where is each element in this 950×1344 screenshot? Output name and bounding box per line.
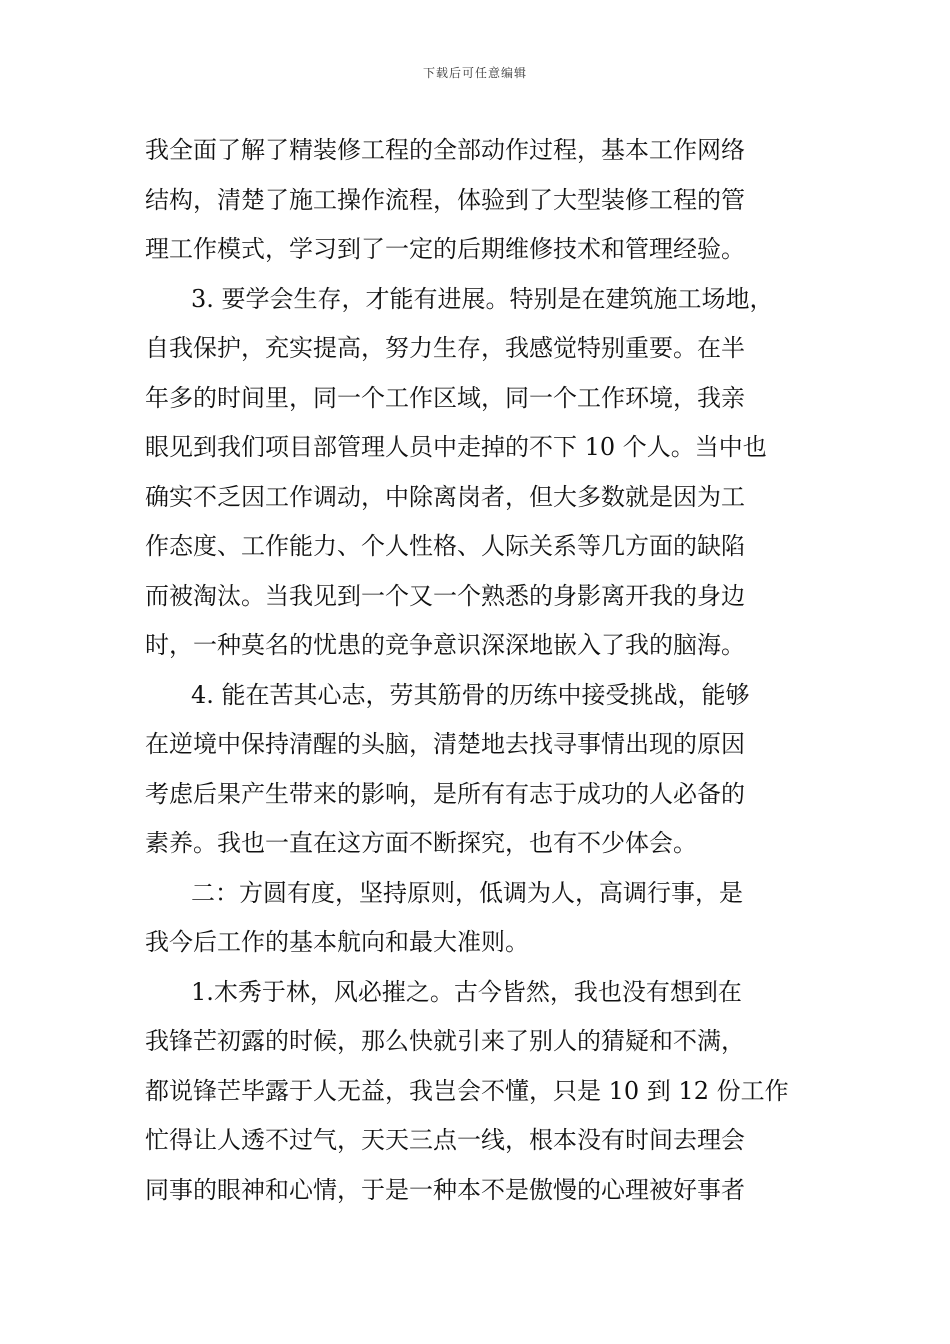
text-line: 忙得让人透不过气，天天三点一线，根本没有时间去理会 bbox=[145, 1126, 745, 1154]
text-line: 我全面了解了精装修工程的全部动作过程，基本工作网络 bbox=[145, 136, 745, 164]
text-line: 我锋芒初露的时候，那么快就引来了别人的猜疑和不满， bbox=[145, 1027, 745, 1055]
text-line: 4. 能在苦其心志，劳其筋骨的历练中接受挑战，能够 bbox=[191, 680, 750, 709]
text-line: 素养。我也一直在这方面不断探究，也有不少体会。 bbox=[145, 829, 697, 857]
text-line: 自我保护，充实提高，努力生存，我感觉特别重要。在半 bbox=[145, 334, 745, 362]
text-line: 确实不乏因工作调动，中除离岗者，但大多数就是因为工 bbox=[145, 482, 745, 511]
text-line: 我今后工作的基本航向和最大准则。 bbox=[145, 928, 529, 956]
text-line: 时，一种莫名的忧患的竞争意识深深地嵌入了我的脑海。 bbox=[145, 631, 745, 659]
text-line: 年多的时间里，同一个工作区域，同一个工作环境，我亲 bbox=[145, 383, 745, 412]
text-line: 在逆境中保持清醒的头脑，清楚地去找寻事情出现的原因 bbox=[145, 730, 745, 758]
text-line: 同事的眼神和心情，于是一种本不是傲慢的心理被好事者 bbox=[145, 1175, 745, 1204]
page-header: 下载后可任意编辑 bbox=[422, 66, 527, 80]
text-line: 而被淘汰。当我见到一个又一个熟悉的身影离开我的身边 bbox=[145, 581, 745, 610]
text-line: 二：方圆有度，坚持原则，低调为人，高调行事，是 bbox=[191, 878, 743, 907]
text-line: 理工作模式，学习到了一定的后期维修技术和管理经验。 bbox=[145, 235, 745, 263]
text-line: 作态度、工作能力、个人性格、人际关系等几方面的缺陷 bbox=[145, 532, 745, 560]
text-line: 考虑后果产生带来的影响，是所有有志于成功的人必备的 bbox=[145, 779, 745, 808]
document-body bbox=[145, 126, 810, 1215]
text-line: 眼见到我们项目部管理人员中走掉的不下 10 个人。当中也 bbox=[145, 433, 767, 461]
text-line: 结构，清楚了施工操作流程，体验到了大型装修工程的管 bbox=[145, 185, 745, 214]
text-line: 3. 要学会生存，才能有进展。特别是在建筑施工场地， bbox=[191, 284, 774, 313]
text-line: 1.木秀于林，风必摧之。古今皆然，我也没有想到在 bbox=[191, 977, 742, 1006]
text-line: 都说锋芒毕露于人无益，我岂会不懂，只是 10 到 12 份工作 bbox=[145, 1076, 789, 1105]
